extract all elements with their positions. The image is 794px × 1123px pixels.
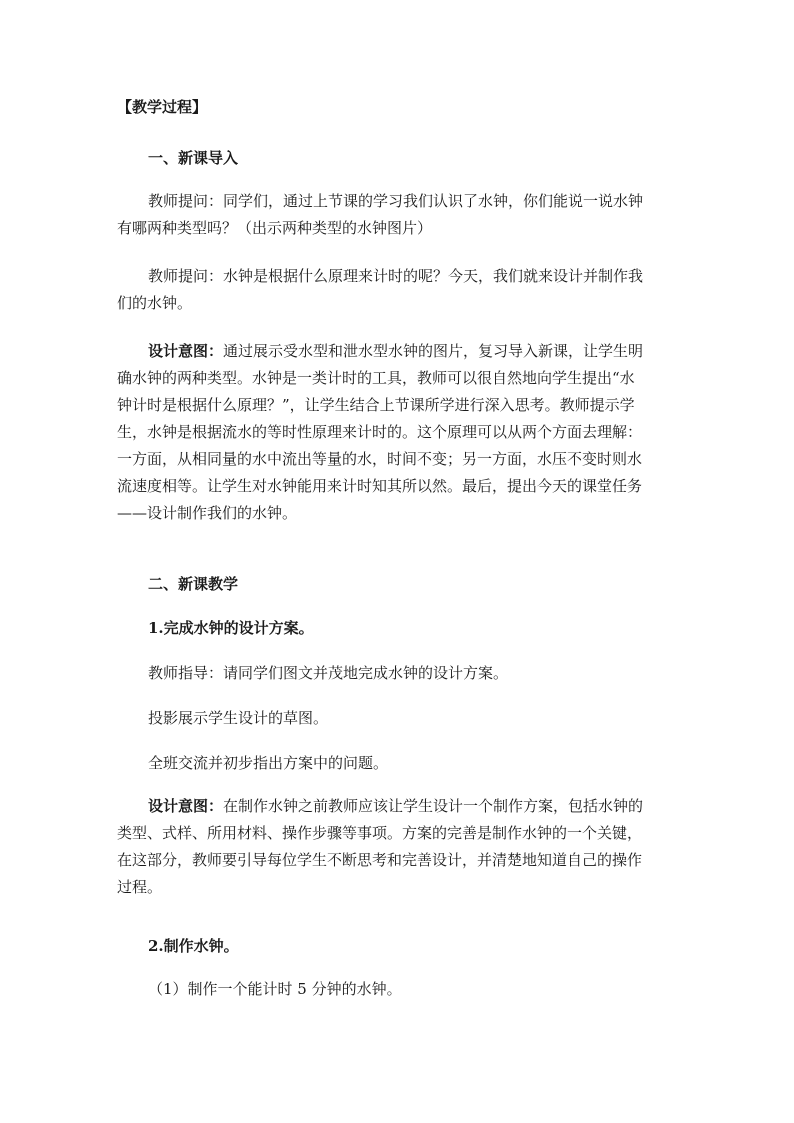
paragraph-design-intent-1 (117, 338, 677, 527)
text-line (117, 793, 677, 820)
list-item: （1）制作一个能计时 5 分钟的水钟。 (148, 980, 402, 998)
paragraph-teacher-question-1 (117, 188, 677, 242)
text-line: 们的水钟。 (117, 294, 193, 312)
text-line: 教师提问：水钟是根据什么原理来计时的呢？今天，我们就来设计并制作我 (148, 267, 644, 285)
paragraph-class-exchange: 全班交流并初步指出方案中的问题。 (148, 754, 389, 772)
paragraph-teacher-guide: 教师指导：请同学们图文并茂地完成水钟的设计方案。 (148, 664, 509, 682)
section-title: 【教学过程】 (117, 98, 208, 116)
text-line (117, 338, 677, 365)
text-line: 钟计时是根据什么原理？”，让学生结合上节课所学进行深入思考。教师提示学 (117, 396, 635, 414)
text-line: 有哪两种类型吗？（出示两种类型的水钟图片） (117, 219, 433, 237)
text-line: 流速度相等。让学生对水钟能用来计时知其所以然。最后，提出今天的课堂任务 (117, 477, 643, 495)
design-intent-label: 设计意图： (148, 797, 224, 815)
heading-new-lesson-intro: 一、新课导入 (148, 149, 239, 167)
text-line: 类型、式样、所用材料、操作步骤等事项。方案的完善是制作水钟的一个关键， (117, 824, 643, 842)
text-fragment: 通过展示受水型和泄水型水钟的图片，复习导入新课，让学生明 (223, 342, 644, 360)
subheading-make-water-clock: 2.制作水钟。 (148, 937, 239, 955)
text-line: 在这部分，教师要引导每位学生不断思考和完善设计，并清楚地知道自己的操作 (117, 851, 643, 869)
heading-new-lesson-teaching: 二、新课教学 (148, 575, 239, 593)
paragraph-teacher-question-2 (117, 263, 677, 317)
design-intent-label: 设计意图： (148, 342, 224, 360)
text-line: 教师提问：同学们，通过上节课的学习我们认识了水钟，你们能说一说水钟 (148, 192, 644, 210)
subheading-design-plan: 1.完成水钟的设计方案。 (148, 619, 314, 637)
paragraph-projection: 投影展示学生设计的草图。 (148, 709, 329, 727)
text-line: 生，水钟是根据流水的等时性原理来计时的。这个原理可以从两个方面去理解： (117, 423, 643, 441)
text-line: 过程。 (117, 878, 163, 896)
text-fragment: 在制作水钟之前教师应该让学生设计一个制作方案，包括水钟的 (223, 797, 644, 815)
text-line: ——设计制作我们的水钟。 (117, 504, 298, 522)
text-line: 一方面，从相同量的水中流出等量的水，时间不变；另一方面，水压不变时则水 (117, 450, 643, 468)
text-line: 确水钟的两种类型。水钟是一类计时的工具，教师可以很自然地向学生提出“水 (117, 369, 635, 387)
paragraph-design-intent-2 (117, 793, 677, 901)
